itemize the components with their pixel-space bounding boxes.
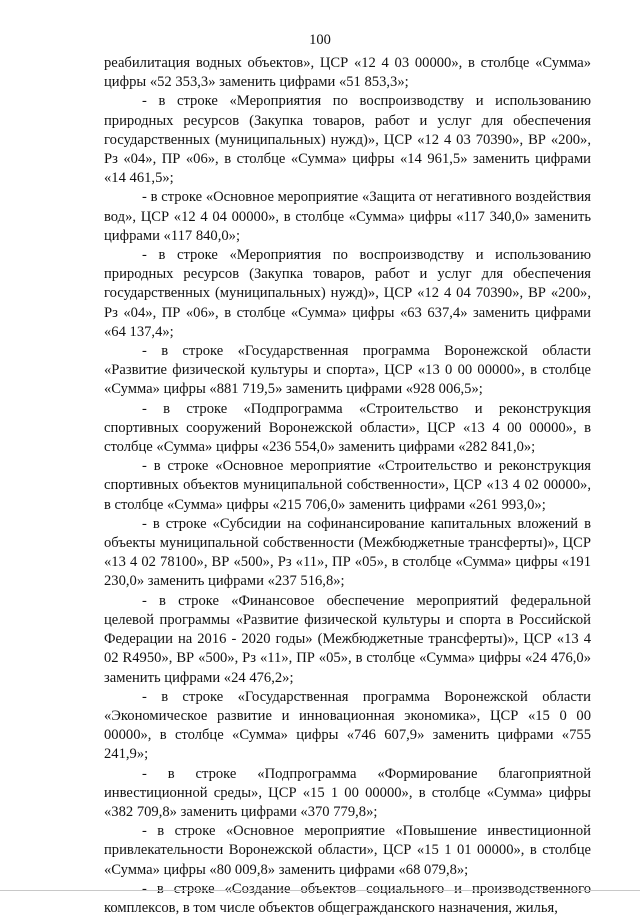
paragraph: - в строке «Основное мероприятие «Повышение инвестиционной привлекательности Воронежской области», ЦСР «15 1 01 00000», в столбце «Сумма» цифры «80 009,8» заменить цифрами «68 079,8»;	[104, 823, 591, 878]
paragraph: - в строке «Субсидии на софинансирование капитальных вложений в объекты муниципальной собственности (Межбюджетные трансферты)», ЦСР «13 4 02 78100», ВР «500», Рз «11», ПР «05», в столбце «Сумма» цифры «191 230,0» заменить цифрами «237 516,8»;	[104, 515, 591, 590]
paragraph: реабилитация водных объектов», ЦСР «12 4 03 00000», в столбце «Сумма» цифры «52 353,3» заменить цифрами «51 853,3»;	[104, 55, 591, 91]
paragraph: - в строке «Финансовое обеспечение мероприятий федеральной целевой программы «Развитие физической культуры и спорта в Российской Федерации на 2016 - 2020 годы» (Межбюджетные трансферты)», ЦСР «13 4 02 R4950», ВР «500», Рз «11», ПР «05», в столбце «Сумма» цифры «24 476,0» заменить цифрами «24 476,2»;	[104, 592, 591, 686]
paragraph: - в строке «Основное мероприятие «Строительство и реконструкция спортивных объектов муниципальной собственности», ЦСР «13 4 02 00000», в столбце «Сумма» цифры «215 706,0» заменить цифрами «261 993,0»;	[104, 458, 591, 513]
paragraph: - в строке «Основное мероприятие «Защита от негативного воздействия вод», ЦСР «12 4 04 00000», в столбце «Сумма» цифры «117 340,0» заменить цифрами «117 840,0»;	[104, 189, 591, 244]
paragraph: - в строке «Подпрограмма «Строительство и реконструкция спортивных сооружений Воронежской области», ЦСР «13 4 00 00000», в столбце «Сумма» цифры «236 554,0» заменить цифрами «282 841,0»;	[104, 400, 591, 456]
paragraph: - в строке «Государственная программа Воронежской области «Экономическое развитие и инновационная экономика», ЦСР «15 0 00 00000», в столбце «Сумма» цифры «746 607,9» заменить цифрами «755 241,9»;	[104, 688, 591, 763]
page-number: 100	[309, 32, 331, 48]
paragraph: - в строке «Мероприятия по воспроизводству и использованию природных ресурсов (Закупка товаров, работ и услуг для обеспечения государственных (муниципальных) нужд)», ЦСР «12 4 03 70390», ВР «200», Рз «04», ПР «06», в столбце «Сумма» цифры «14 961,5» заменить цифрами «14 461,5»;	[104, 93, 591, 187]
paragraph: - в строке «Создание объектов социального и производственного комплексов, в том числе объектов общегражданского назначения, жилья,	[104, 880, 591, 916]
page-bottom-rule	[0, 890, 640, 891]
paragraph: - в строке «Мероприятия по воспроизводству и использованию природных ресурсов (Закупка товаров, работ и услуг для обеспечения государственных (муниципальных) нужд)», ЦСР «12 4 04 70390», ВР «200», Рз «04», ПР «06», в столбце «Сумма» цифры «63 637,4» заменить цифрами «64 137,4»;	[104, 247, 591, 340]
document-body	[104, 54, 591, 918]
paragraph: - в строке «Подпрограмма «Формирование благоприятной инвестиционной среды», ЦСР «15 1 00 00000», в столбце «Сумма» цифры «382 709,8» заменить цифрами «370 779,8»;	[104, 765, 591, 820]
paragraph: - в строке «Государственная программа Воронежской области «Развитие физической культуры и спорта», ЦСР «13 0 00 00000», в столбце «Сумма» цифры «881 719,5» заменить цифрами «928 006,5»;	[104, 343, 591, 398]
